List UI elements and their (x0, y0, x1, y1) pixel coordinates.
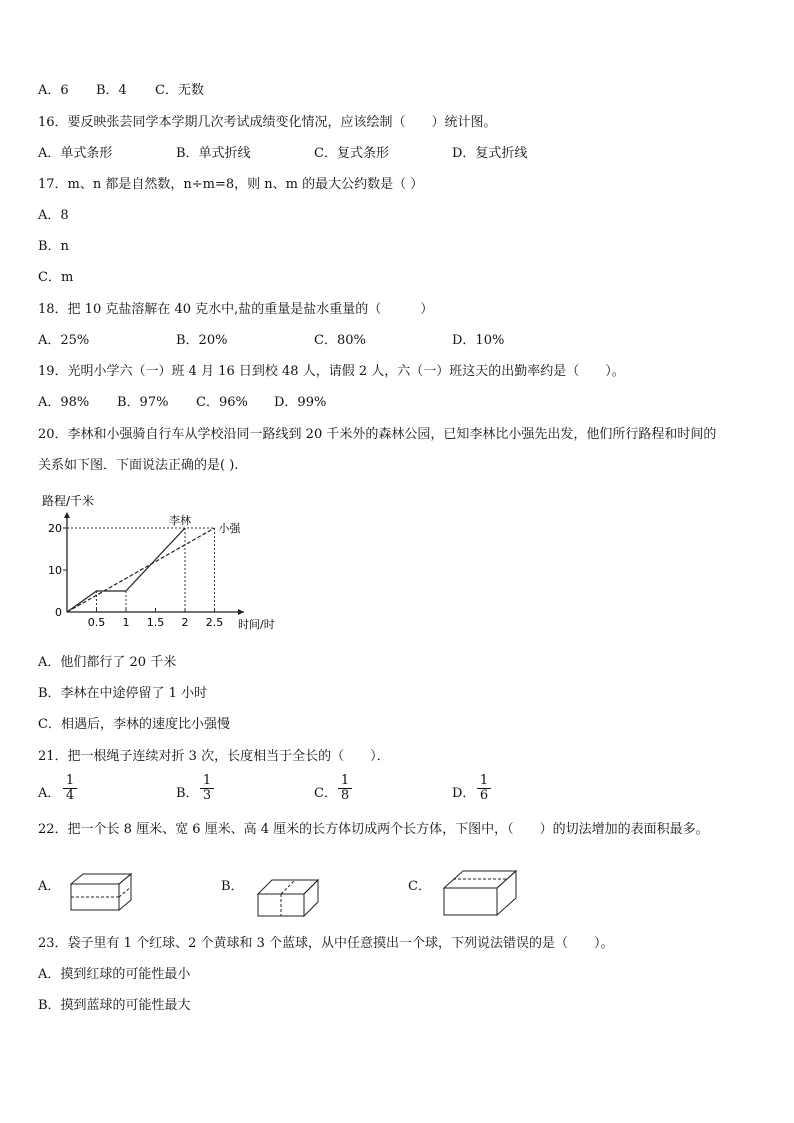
y-tick-label: 10 (48, 564, 62, 577)
q20-option-c: C．相遇后，李林的速度比小强慢 (38, 717, 230, 732)
q21-option-d-fraction: $\frac{1}{6}$ (477, 774, 491, 803)
q16-option-a: A．单式条形 (38, 146, 113, 161)
y-tick-label: 0 (55, 606, 62, 619)
q22-option-a: A． (38, 879, 61, 894)
q21-option-b-fraction: $\frac{1}{3}$ (200, 774, 214, 803)
q21-stem: 21．把一根绳子连续对折 3 次，长度相当于全长的（ ）． (38, 749, 390, 764)
y-axis-arrow (64, 512, 70, 518)
q17-option-b: B．n (38, 239, 69, 254)
x-axis-label: 时间/时 (238, 618, 275, 631)
q20-option-a: A．他们都行了 20 千米 (38, 655, 177, 670)
q21-option-b-label: B． (176, 786, 199, 801)
q18-option-a: A．25% (38, 333, 90, 348)
series-label-0: 李林 (169, 514, 191, 527)
q21-option-c-label: C． (314, 786, 337, 801)
q19-option-c: C．96% (196, 395, 248, 410)
q18-option-c: C．80% (314, 333, 366, 348)
x-tick-label: 1 (122, 616, 130, 629)
q16-stem: 16．要反映张芸同学本学期几次考试成绩变化情况，应该绘制（ ）统计图。 (38, 115, 497, 130)
q16-option-d: D．复式折线 (452, 146, 528, 161)
q19-stem: 19．光明小学六（一）班 4 月 16 日到校 48 人，请假 2 人，六（一）班这天的出勤率约是（ ）。 (38, 364, 625, 379)
y-tick-label: 20 (48, 522, 62, 535)
q23-stem: 23．袋子里有 1 个红球、2 个黄球和 3 个蓝球，从中任意摸出一个球，下列说法错误的是（ ）。 (38, 936, 614, 951)
q17-stem: 17．m、n 都是自然数，n÷m=8，则 n、m 的最大公约数是（ ） (38, 177, 424, 192)
q21-option-d-label: D． (452, 786, 476, 801)
q15-option-c: C．无数 (155, 83, 204, 98)
q15-option-a: A．6 (38, 83, 69, 98)
q18-stem: 18．把 10 克盐溶解在 40 克水中,盐的重量是盐水重量的（ ） (38, 302, 434, 317)
q17-option-c: C．m (38, 270, 74, 285)
series-line-1 (67, 528, 215, 612)
q19-option-a: A．98% (38, 395, 90, 410)
q21-option-a-fraction: $\frac{1}{4}$ (63, 774, 77, 803)
distance-time-chart (30, 488, 290, 633)
cuboid-figure-a (68, 870, 134, 914)
q19-option-b: B．97% (117, 395, 169, 410)
y-axis-label: 路程/千米 (42, 494, 95, 508)
series-label-1: 小强 (218, 522, 241, 535)
q17-option-a: A．8 (38, 208, 69, 223)
x-tick-label: 0.5 (87, 616, 106, 629)
q15-option-b: B．4 (96, 83, 127, 98)
q16-option-b: B．单式折线 (176, 146, 251, 161)
q23-option-b: B．摸到蓝球的可能性最大 (38, 998, 191, 1013)
q22-stem: 22．把一个长 8 厘米、宽 6 厘米、高 4 厘米的长方体切成两个长方体，下图中，（ ）的切法增加的表面积最多。 (38, 822, 709, 837)
cuboid-figure-b (255, 876, 321, 920)
q18-option-b: B．20% (176, 333, 228, 348)
x-tick-label: 2.5 (205, 616, 224, 629)
cuboid-figure-c (441, 866, 521, 918)
q19-option-d: D．99% (274, 395, 327, 410)
x-tick-label: 2 (181, 616, 189, 629)
x-tick-label: 1.5 (146, 616, 165, 629)
q20-option-b: B．李林在中途停留了 1 小时 (38, 686, 208, 701)
q18-option-d: D．10% (452, 333, 505, 348)
q22-option-b: B． (221, 879, 244, 894)
q21-option-c-fraction: $\frac{1}{8}$ (338, 774, 352, 803)
q20-stem-line2: 关系如下图．下面说法正确的是( ). (38, 458, 239, 473)
q22-option-c: C． (408, 879, 431, 894)
q16-option-c: C．复式条形 (314, 146, 389, 161)
q23-option-a: A．摸到红球的可能性最小 (38, 967, 191, 982)
q21-option-a-label: A． (38, 786, 61, 801)
q20-stem-line1: 20．李林和小强骑自行车从学校沿同一路线到 20 千米外的森林公园，已知李林比小强先出发，他们所行路程和时间的 (38, 427, 717, 442)
x-axis-arrow (238, 609, 244, 615)
